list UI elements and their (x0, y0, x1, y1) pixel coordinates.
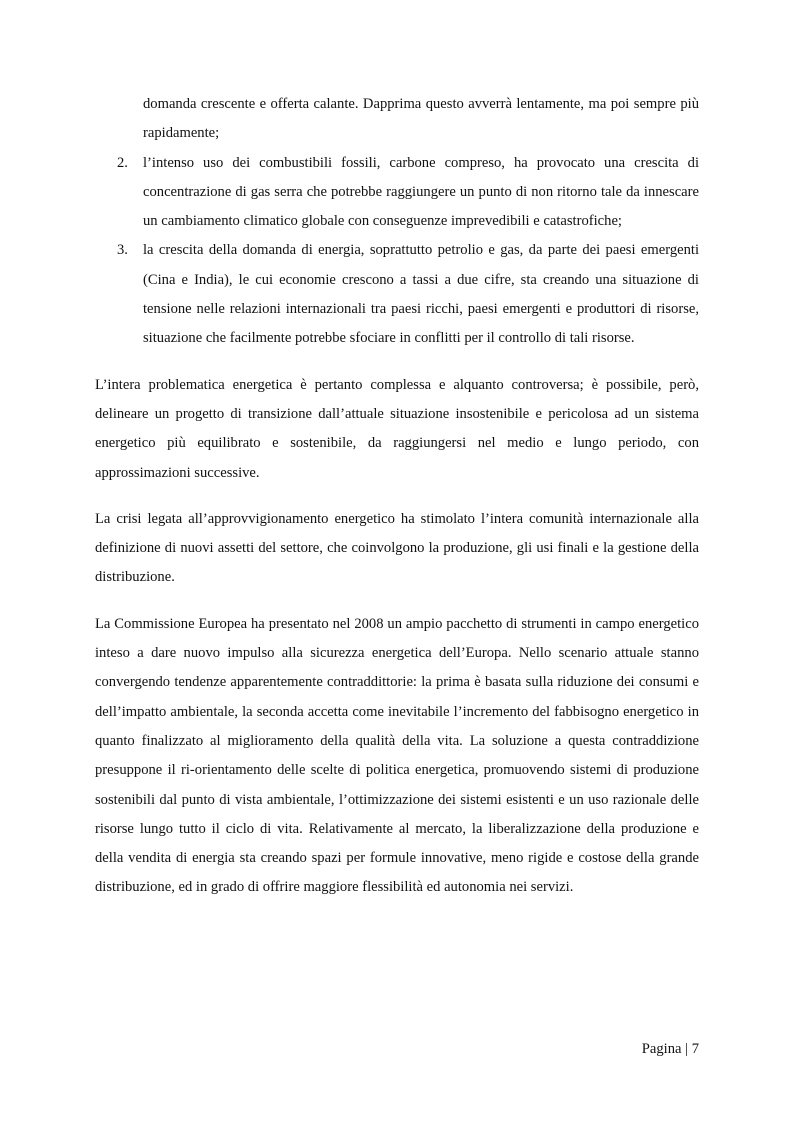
list-item-number: 3. (117, 242, 128, 259)
page-content (95, 90, 699, 903)
paragraph: La Commissione Europea ha presentato nel 2008 un ampio pacchetto di strumenti in campo energetico inteso a dare nuovo impulso alla sicurezza energetica dell’Europa. Nello scenario attuale stanno convergendo tendenze apparentemente contraddittorie: la prima è basata sulla riduzione dei consumi e dell’impatto ambientale, la seconda accetta come inevitabile l’incremento del fabbisogno energetico in quanto finalizzato al miglioramento della qualità della vita. La soluzione a questa contraddizione presuppone il ri-orientamento delle scelte di politica energetica, promuovendo sistemi di produzione sostenibili dal punto di vista ambientale, l’ottimizzazione dei sistemi esistenti e un uso razionale delle risorse lungo tutto il ciclo di vita. Relativamente al mercato, la liberalizzazione della produzione e della vendita di energia sta creando spazi per formule innovative, meno rigide e costose della grande distribuzione, ed in grado di offrire maggiore flessibilità ed autonomia nei servizi. (95, 615, 699, 896)
page-number: Pagina | 7 (641, 1041, 699, 1057)
paragraph: L’intera problematica energetica è pertanto complessa e alquanto controversa; è possibile, però, delineare un progetto di transizione dall’attuale situazione insostenibile e pericolosa ad un sistema energetico più equilibrato e sostenibile, da raggiungersi nel medio e lungo periodo, con approssimazioni successive. (95, 376, 699, 481)
list-item (95, 149, 699, 237)
list-item-continuation: domanda crescente e offerta calante. Dapprima questo avverrà lentamente, ma poi sempre più rapidamente; (143, 96, 699, 142)
paragraph: La crisi legata all’approvvigionamento energetico ha stimolato l’intera comunità internazionale alla definizione di nuovi assetti del settore, che coinvolgono la produzione, gli usi finali e la gestione della distribuzione. (95, 510, 699, 586)
list-item-text: la crescita della domanda di energia, soprattutto petrolio e gas, da parte dei paesi emergenti (Cina e India), le cui economie crescono a tassi a due cifre, sta creando una situazione di tensione nelle relazioni internazionali tra paesi ricchi, paesi emergenti e produttori di risorse, situazione che facilmente potrebbe sfociare in conflitti per il controllo di tali risorse. (143, 242, 699, 347)
numbered-list (95, 149, 699, 354)
list-item-number: 2. (117, 154, 128, 171)
list-item (95, 236, 699, 353)
list-item-text: l’intenso uso dei combustibili fossili, carbone compreso, ha provocato una crescita di concentrazione di gas serra che potrebbe raggiungere un punto di non ritorno tale da innescare un cambiamento climatico globale con conseguenze imprevedibili e catastrofiche; (143, 154, 699, 230)
